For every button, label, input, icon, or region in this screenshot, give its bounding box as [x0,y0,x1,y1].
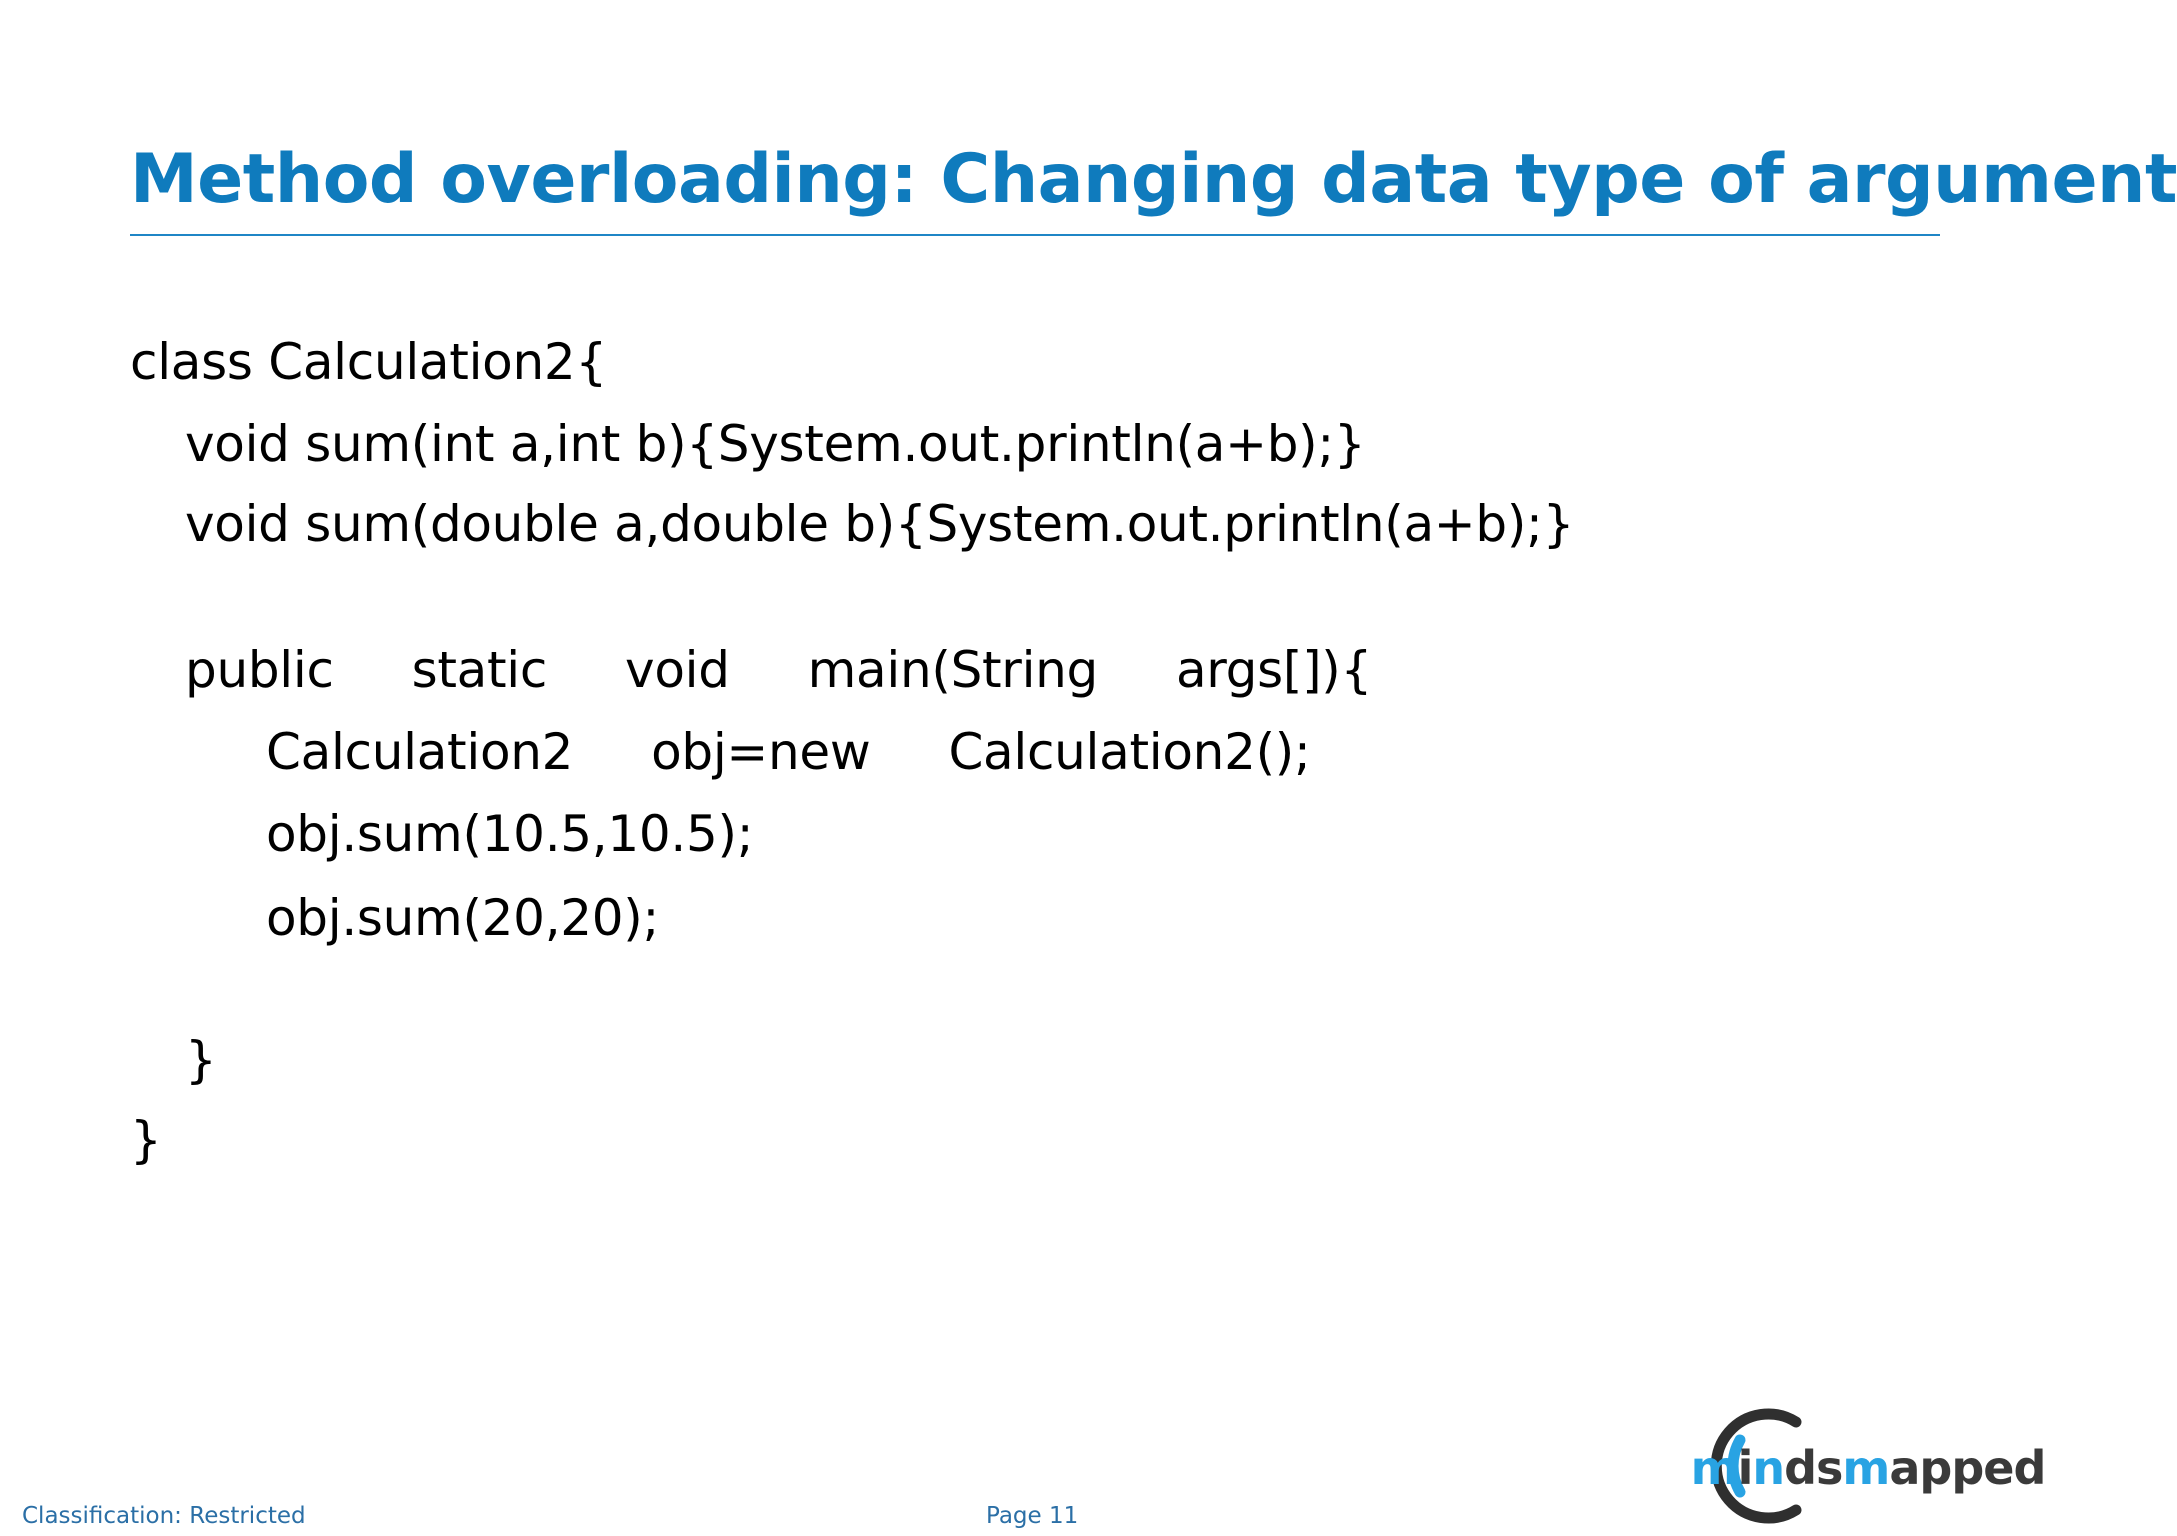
footer-page-number: Page 11 [986,1503,1079,1529]
slide-title: Method overloading: Changing data type of argument [130,140,2177,219]
code-line: Calculation2 obj=new Calculation2(); [266,723,1311,781]
code-line: obj.sum(10.5,10.5); [266,805,754,863]
code-line: void sum(int a,int b){System.out.println(a+b);} [185,415,1366,473]
code-line: } [185,1031,217,1089]
code-line: } [130,1111,162,1169]
code-block [130,0,1830,1200]
code-line: obj.sum(20,20); [266,889,660,947]
code-line: public static void main(String args[]){ [185,641,1372,699]
mindsmapped-logo [1690,1404,2046,1528]
code-line: void sum(double a,double b){System.out.println(a+b);} [185,495,1575,553]
logo-wordmark: mindsmapped [1690,1441,2046,1495]
code-line: class Calculation2{ [130,333,607,391]
footer-classification: Classification: Restricted [22,1503,306,1529]
